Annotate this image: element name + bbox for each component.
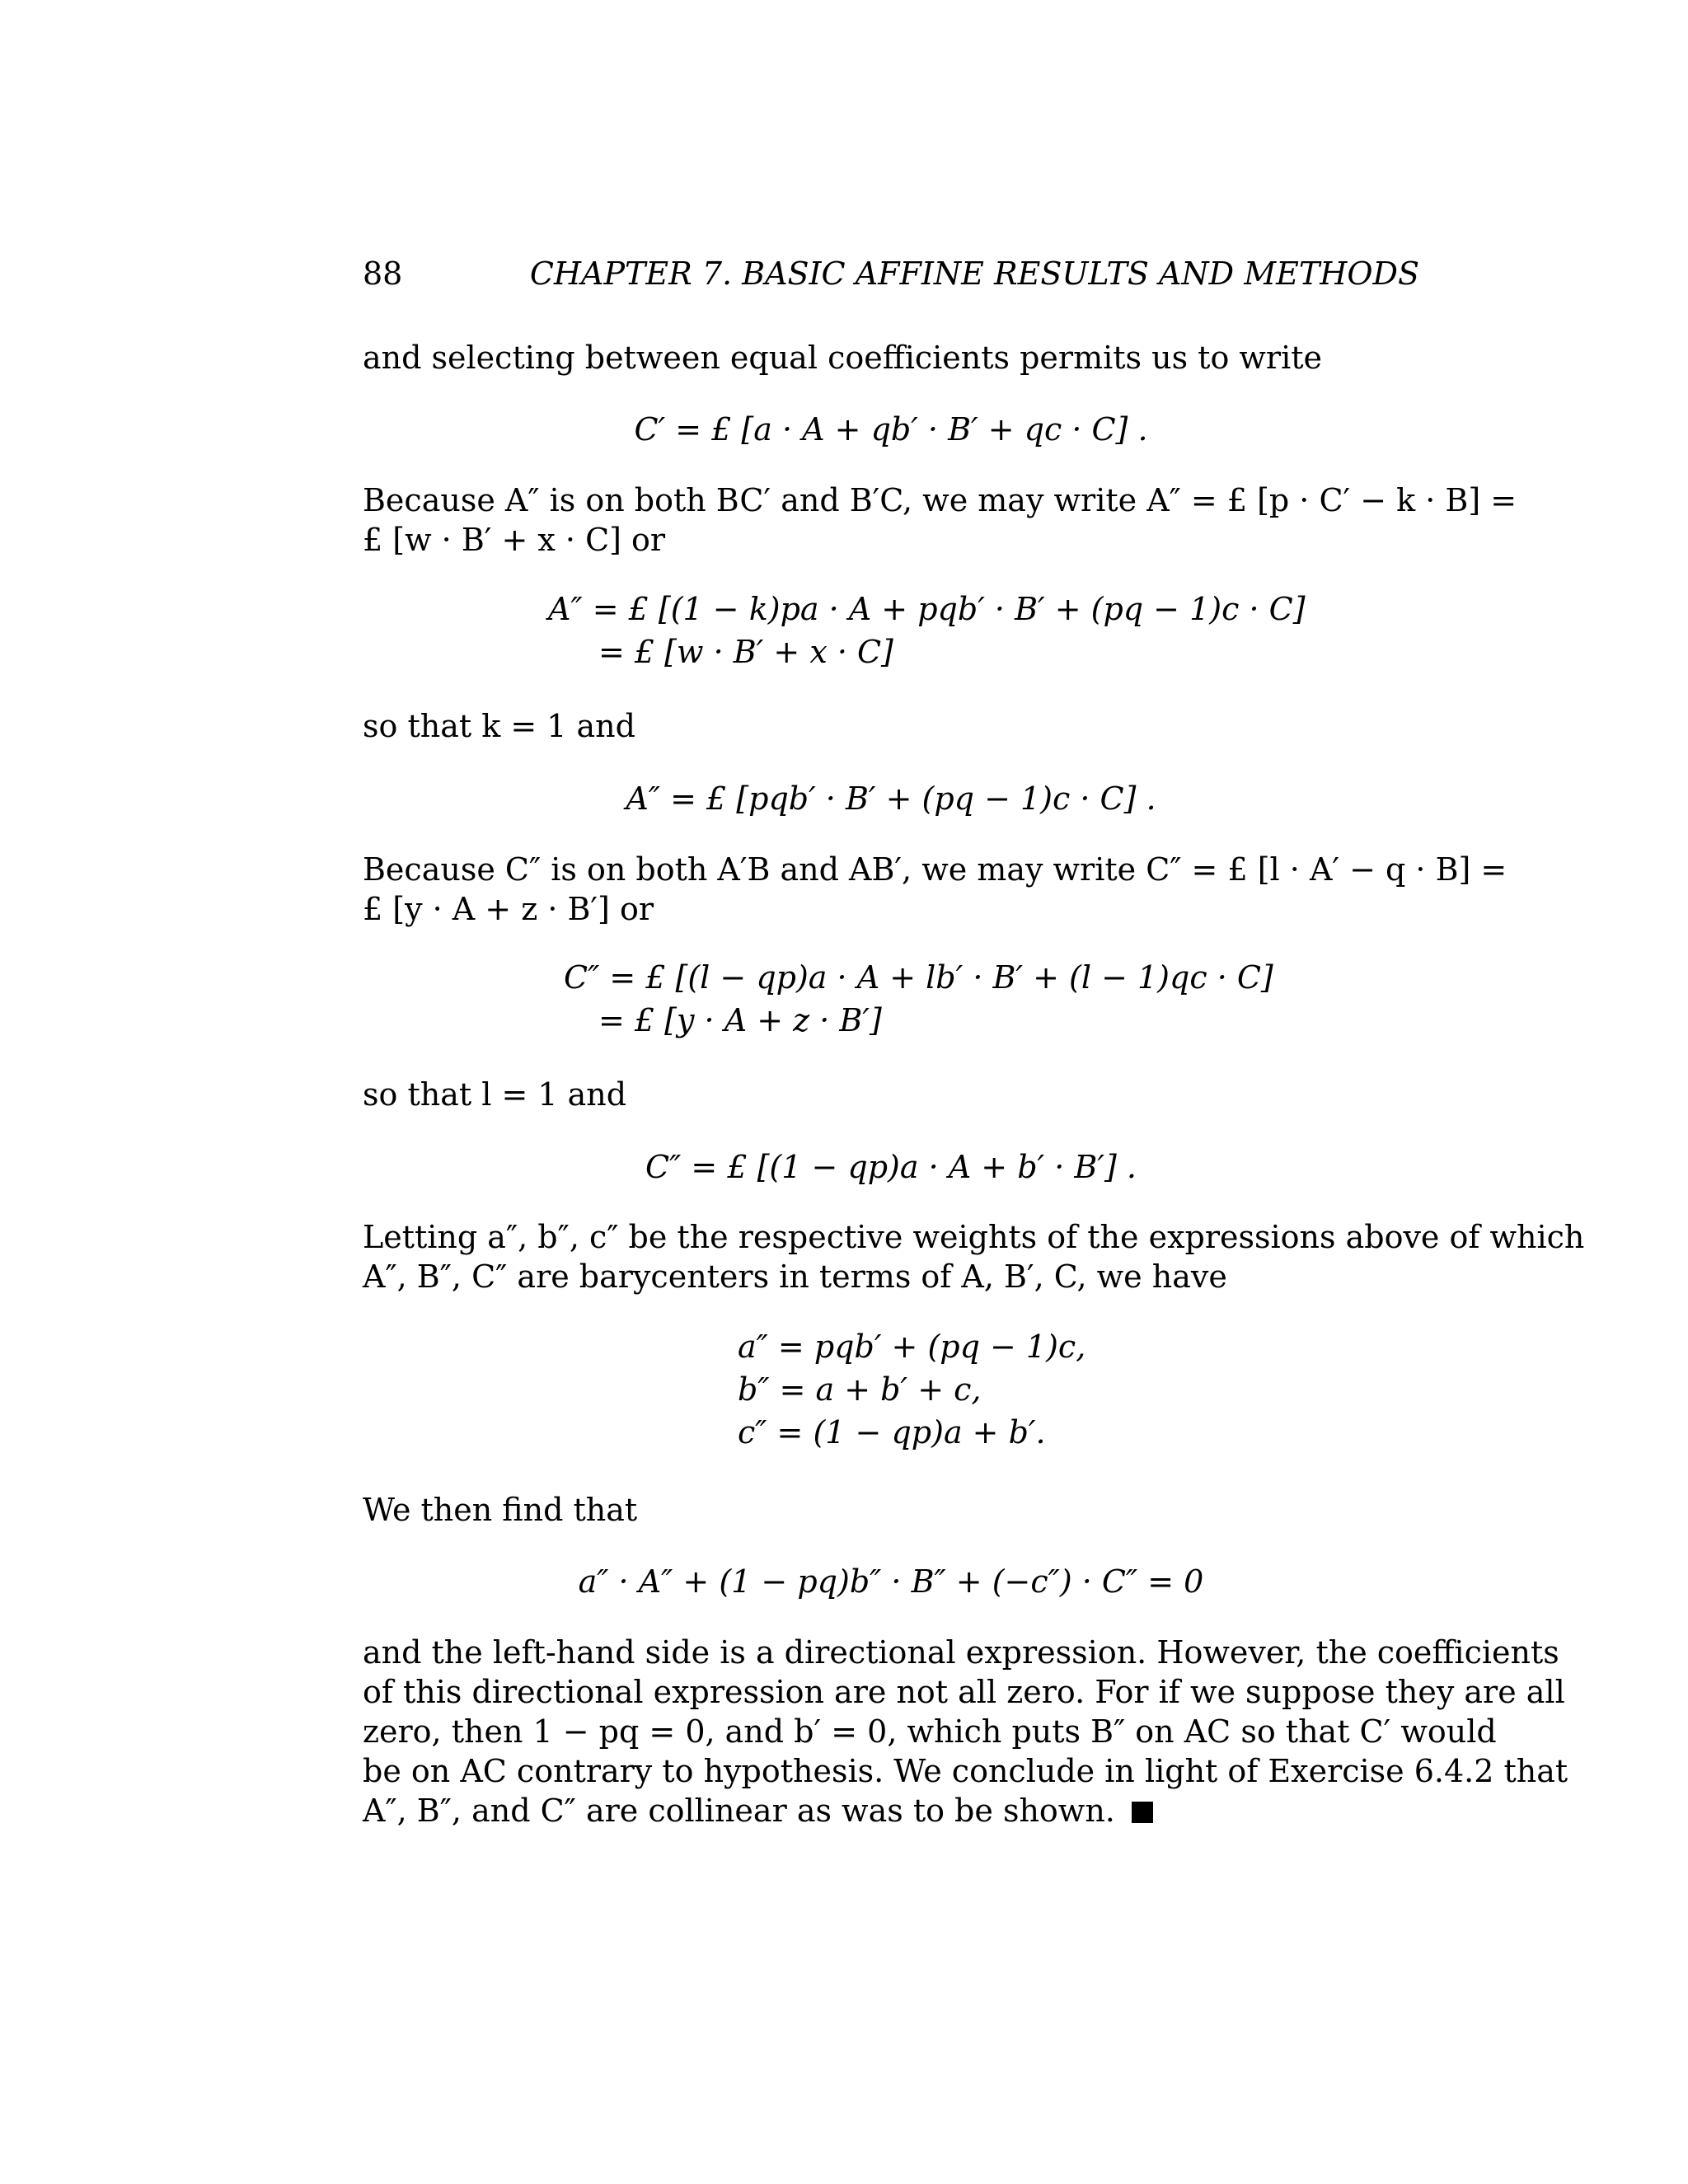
paragraph-line: A″, B″, and C″ are collinear as was to be shown. [363,1793,1115,1829]
paragraph-line: A″, B″, C″ are barycenters in terms of A, B′, C, we have [363,1258,1227,1295]
equation-c-double-prime: C″ = £ [(1 − qp)a · A + b′ · B′] . [645,1149,1137,1185]
running-title: CHAPTER 7. BASIC AFFINE RESULTS AND METHODS [529,255,1419,292]
paragraph-line: Letting a″, b″, c″ be the respective weights of the expressions above of which [363,1219,1585,1255]
equation-c-prime: C′ = £ [a · A + qb′ · B′ + qc · C] . [634,411,1148,448]
qed-square-icon [1132,1802,1153,1823]
equation-a-double-prime-line1: A″ = £ [(1 − k)pa · A + pqb′ · B′ + (pq − 1)c · C] [548,591,1306,627]
paragraph-line: so that l = 1 and [363,1076,627,1113]
paragraph-line: £ [w · B′ + x · C] or [363,522,666,558]
paragraph-last-line [363,1791,1419,1830]
equation-weight-c: c″ = (1 − qp)a + b′. [738,1414,1046,1451]
paragraph-line: be on AC contrary to hypothesis. We conclude in light of Exercise 6.4.2 that [363,1753,1568,1789]
paragraph-line: We then find that [363,1492,638,1528]
paragraph-line: zero, then 1 − pq = 0, and b′ = 0, which puts B″ on AC so that C′ would [363,1713,1497,1750]
equation-weight-b: b″ = a + b′ + c, [738,1371,982,1408]
paragraph-line: Because C″ is on both A′B and AB′, we may write C″ = £ [l · A′ − q · B] = [363,851,1507,888]
page-number: 88 [363,255,403,292]
equation-c-double-prime-line2: = £ [y · A + z · B′] [598,1002,882,1038]
paragraph-line: and selecting between equal coefficients permits us to write [363,340,1323,376]
equation-a-double-prime-line2: = £ [w · B′ + x · C] [598,634,893,670]
paragraph-line: so that k = 1 and [363,708,635,744]
paragraph-line: and the left-hand side is a directional expression. However, the coefficients [363,1634,1559,1671]
paragraph-line: Because A″ is on both BC′ and B′C, we may write A″ = £ [p · C′ − k · B] = [363,482,1517,518]
paragraph-line: £ [y · A + z · B′] or [363,891,654,927]
equation-a-double-prime: A″ = £ [pqb′ · B′ + (pq − 1)c · C] . [626,780,1156,817]
equation-weight-a: a″ = pqb′ + (pq − 1)c, [738,1329,1086,1365]
equation-c-double-prime-line1: C″ = £ [(l − qp)a · A + lb′ · B′ + (l − 1)qc · C] [564,959,1273,996]
paragraph-line: of this directional expression are not all zero. For if we suppose they are all [363,1674,1565,1710]
equation-directional: a″ · A″ + (1 − pq)b″ · B″ + (−c″) · C″ = 0 [578,1563,1204,1600]
page-header [363,249,1419,298]
